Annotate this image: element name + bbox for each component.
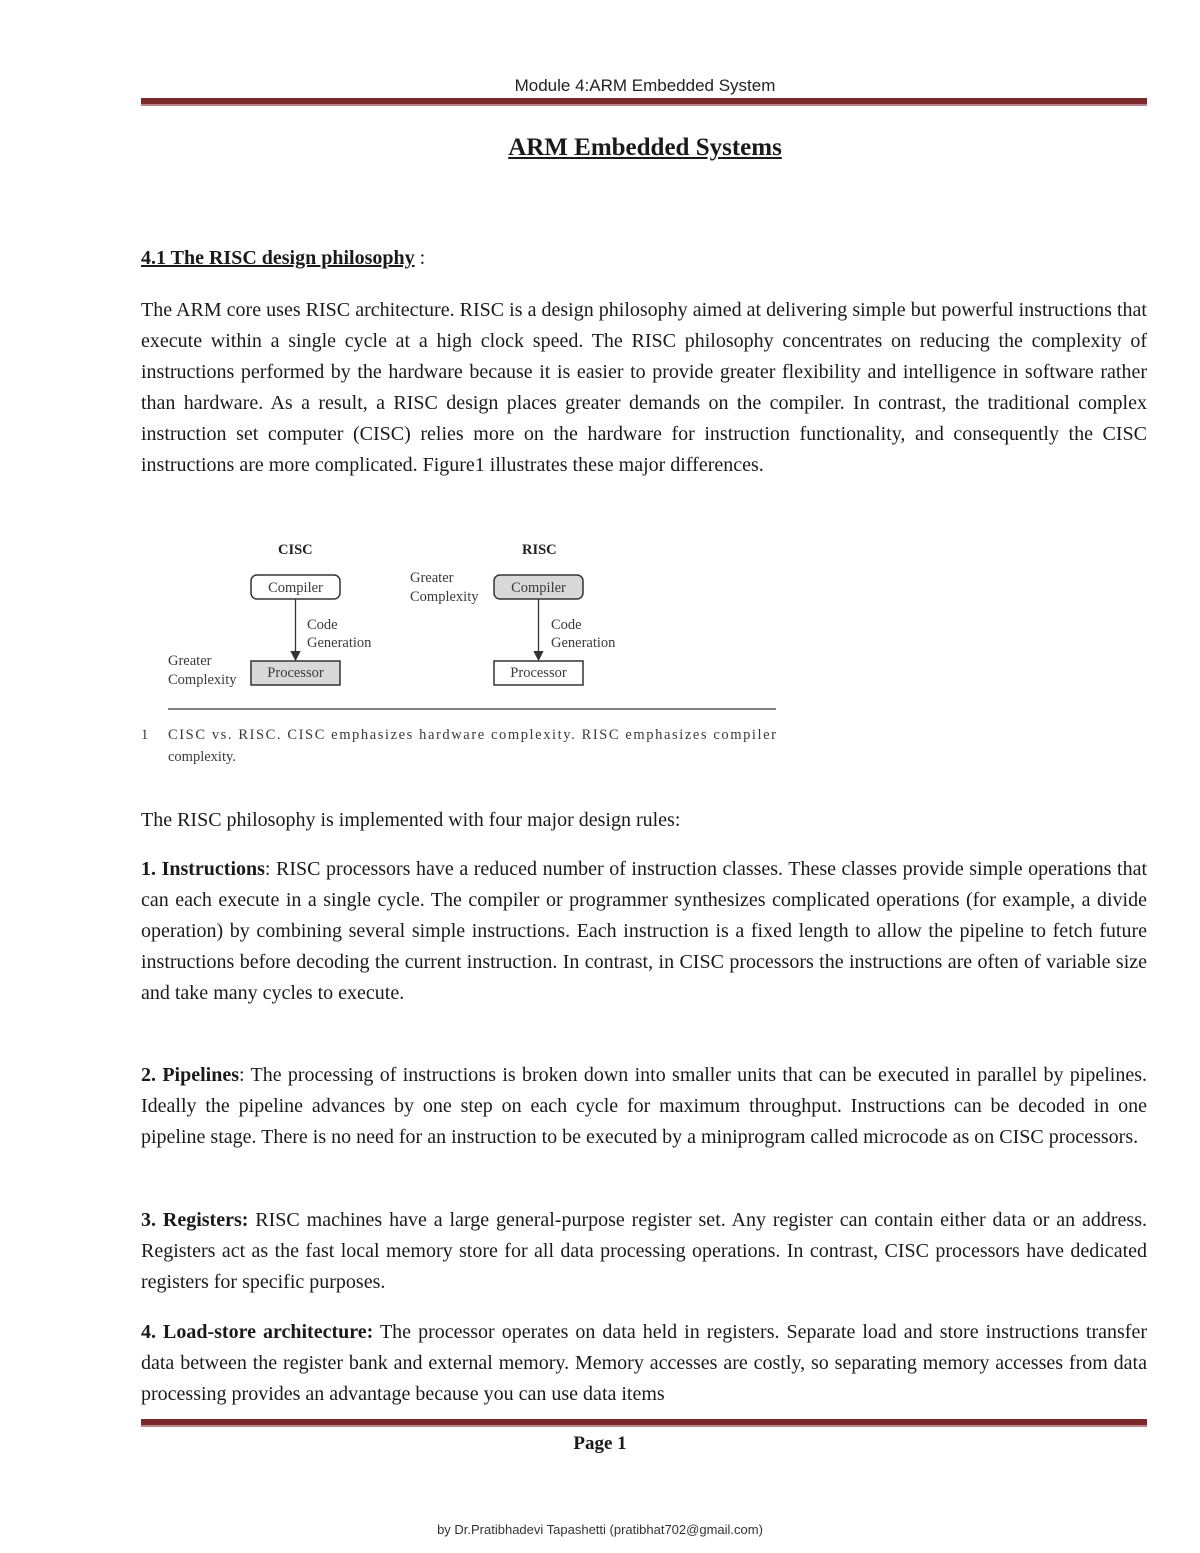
cisc-processor-label: Processor	[267, 665, 324, 681]
rule-separator: :	[238, 1064, 245, 1086]
footer-rule	[141, 1419, 1147, 1427]
rule-item-load-store	[141, 1317, 1147, 1410]
rule-number: 3.	[141, 1209, 156, 1231]
figure-caption-line-2: complexity.	[168, 749, 236, 765]
cisc-code-label: Code	[307, 617, 338, 633]
risc-heading: RISC	[522, 542, 557, 558]
cisc-complexity-label: Complexity	[168, 672, 237, 688]
rule-number: 2.	[141, 1064, 156, 1086]
section-heading	[141, 247, 425, 270]
risc-complexity-label: Complexity	[410, 589, 479, 605]
rule-item-pipelines	[141, 1060, 1147, 1153]
rule-text: RISC processors have a reduced number of instruction classes. These classes provide simple operations that can each execute in a single cycle. The compiler or programmer synthesizes complicated operations (for example, a divide operation) by combining several simple instructions. Each instruction is a fixed length to allow the pipeline to fetch future instructions before decoding the current instruction. In contrast, in CISC processors the instructions are often of variable size and take many cycles to execute.	[141, 858, 1148, 1004]
rule-text: The processor operates on data held in registers. Separate load and store instructions transfer data between the register bank and external memory. Memory accesses are costly, so separating memory accesses from data processing provides an advantage because you can use data items	[141, 1321, 1148, 1405]
page-number: Page 1	[573, 1433, 627, 1454]
footer-credit: by Dr.Pratibhadevi Tapashetti (pratibhat702@gmail.com)	[437, 1522, 763, 1537]
risc-greater-label: Greater	[410, 570, 454, 586]
figure-caption-number: 1	[141, 727, 149, 743]
section-number: 4.1	[141, 247, 166, 269]
figure-caption-line-1: CISC vs. RISC. CISC emphasizes hardware complexity. RISC emphasizes compiler	[168, 727, 776, 743]
cisc-generation-label: Generation	[307, 635, 372, 651]
rule-term: Instructions	[161, 858, 265, 880]
cisc-risc-figure	[136, 532, 786, 772]
rule-text: RISC machines have a large general-purpose register set. Any register can contain either data or an address. Registers act as the fast local memory store for all data processing operations. In contrast, CISC processors have dedicated registers for specific purposes.	[141, 1209, 1147, 1293]
header-rule	[141, 98, 1147, 106]
cisc-compiler-label: Compiler	[268, 580, 323, 596]
rule-separator: :	[264, 858, 271, 880]
document-title: ARM Embedded Systems	[508, 134, 782, 161]
rule-term: Pipelines	[162, 1064, 239, 1086]
rule-text: The processing of instructions is broken down into smaller units that can be executed in parallel by pipelines. Ideally the pipeline advances by one step on each cycle for maximum throughput. Instructions can be decoded in one pipeline stage. There is no need for an instruction to be executed by a miniprogram called microcode as on CISC processors.	[141, 1064, 1147, 1148]
rule-number: 4.	[141, 1321, 156, 1343]
rule-number: 1.	[141, 858, 156, 880]
running-header: Module 4:ARM Embedded System	[514, 76, 776, 95]
risc-compiler-label: Compiler	[511, 580, 566, 596]
rule-term: Load-store architecture:	[163, 1321, 374, 1343]
intro-paragraph: The ARM core uses RISC architecture. RISC is a design philosophy aimed at delivering simple but powerful instructions that execute within a single cycle at a high clock speed. The RISC philosophy concentrates on reducing the complexity of instructions performed by the hardware because it is easier to provide greater flexibility and intelligence in software rather than hardware. As a result, a RISC design places greater demands on the compiler. In contrast, the traditional complex instruction set computer (CISC) relies more on the hardware for instruction functionality, and consequently the CISC instructions are more complicated. Figure1 illustrates these major differences.	[141, 299, 1147, 476]
risc-code-label: Code	[551, 617, 582, 633]
rule-item-registers	[141, 1205, 1147, 1298]
cisc-heading: CISC	[278, 542, 313, 558]
risc-processor-label: Processor	[510, 665, 567, 681]
risc-generation-label: Generation	[551, 635, 616, 651]
rules-intro: The RISC philosophy is implemented with four major design rules:	[141, 809, 681, 831]
rule-item-instructions	[141, 854, 1147, 1009]
section-colon: :	[419, 247, 426, 269]
rule-term: Registers:	[162, 1209, 249, 1231]
section-title: The RISC design philosophy	[170, 247, 415, 269]
cisc-greater-label: Greater	[168, 653, 212, 669]
